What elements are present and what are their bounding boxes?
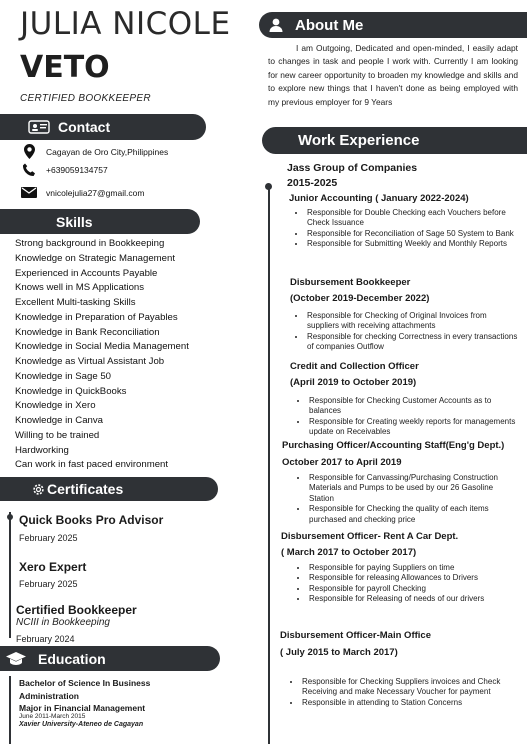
skill-item: Can work in fast paced environment — [15, 459, 169, 471]
skill-item: Strong background in Bookkeeping — [15, 238, 165, 249]
role-title: Disbursement Bookkeeper — [290, 277, 411, 288]
contact-phone-row — [18, 163, 108, 177]
list-item: • Responsible for Canvassing/Purchasing Construction Materials and Pumps to be used by our 26 Gasoline Station — [308, 473, 519, 504]
skills-heading: Skills — [56, 213, 93, 230]
list-item: • Responsible for Checking Suppliers invoices and Check Receiving and make Necessary Voucher for payment — [301, 677, 519, 698]
role-bullets — [289, 677, 519, 708]
about-heading: About Me — [295, 16, 364, 34]
skill-item: Hardworking — [15, 444, 69, 456]
first-name: JULIA NICOLE — [20, 6, 231, 42]
contact-address-row — [18, 144, 168, 159]
job-title: CERTIFIED BOOKKEEPER — [20, 93, 151, 104]
gear-icon — [32, 483, 45, 496]
work-heading: Work Experience — [298, 132, 420, 149]
last-name: VETO — [20, 50, 110, 85]
list-item: • Responsible for Double Checking each Vouchers before Check Issuance — [306, 208, 519, 229]
work-timeline — [268, 186, 270, 744]
education-timeline — [9, 676, 11, 744]
role-bullets — [294, 208, 519, 250]
certificate-title: Xero Expert — [19, 560, 87, 574]
contact-heading: Contact — [58, 119, 111, 135]
skill-item: Knowledge in Social Media Management — [15, 341, 189, 353]
role-title: Disbursement Officer- Rent A Car Dept. — [281, 531, 459, 542]
envelope-icon — [18, 187, 40, 198]
education-heading: Education — [38, 650, 106, 667]
role-title: Purchasing Officer/Accounting Staff(Eng'g Dept.) — [282, 440, 505, 451]
skill-item: Experienced in Accounts Payable — [15, 267, 158, 279]
certificate-title: Certified Bookkeeper — [16, 603, 137, 617]
skill-item: Knowledge on Strategic Management — [15, 252, 175, 264]
certificates-timeline — [9, 512, 11, 638]
certificate-date: February 2025 — [19, 533, 78, 543]
role-period: October 2017 to April 2019 — [282, 457, 402, 468]
role-bullets — [296, 473, 519, 525]
contact-email[interactable]: vnicolejulia27@gmail.com — [46, 187, 145, 198]
education-school: Xavier University-Ateneo de Cagayan — [19, 721, 144, 728]
skill-item: Knowledge in Canva — [15, 415, 104, 426]
timeline-dot — [7, 514, 13, 520]
list-item: • Responsible for Reconciliation of Sage 50 System to Bank — [306, 229, 519, 239]
contact-address: Cagayan de Oro City,Philippines — [46, 146, 169, 157]
certificate-title: Quick Books Pro Advisor — [19, 513, 164, 527]
role-title: Credit and Collection Officer — [290, 361, 419, 372]
degree-major: Major in Financial Management — [19, 703, 146, 713]
skill-item: Knowledge as Virtual Assistant Job — [15, 356, 165, 367]
map-pin-icon — [18, 144, 40, 159]
education-heading-bar — [0, 646, 220, 671]
company-name: Jass Group of Companies — [287, 162, 418, 174]
about-text: I am Outgoing, Dedicated and open-minded, I easily adapt to changes in task and people I work with. Currently I am looking for new career opportunity to broaden my knowledge and skills and to explore new things that I haven't done as being employed with my previous employer for 9 Years — [268, 43, 518, 107]
education-dates: June 2011-March 2015 — [19, 713, 86, 720]
contact-phone: +639059134757 — [46, 165, 108, 175]
skill-item: Knows well in MS Applications — [15, 282, 145, 294]
list-item: • Responsible for Releasing of needs of our drivers — [308, 594, 519, 604]
list-item: • Responsible for Checking of Original Invoices from suppliers with receiving attachments — [306, 311, 519, 332]
role-title: Disbursement Officer-Main Office — [280, 630, 431, 641]
list-item: • Responsible for payroll Checking — [308, 584, 519, 594]
degree-line-1: Bachelor of Science In Business — [19, 678, 151, 688]
timeline-dot — [265, 183, 272, 190]
skill-item: Knowledge in Preparation of Payables — [15, 311, 178, 323]
contact-email-row — [18, 187, 144, 198]
role-bullets — [296, 396, 519, 438]
skill-item: Knowledge in Sage 50 — [15, 370, 112, 382]
certificate-date: February 2025 — [19, 579, 78, 589]
list-item: • Responsible for Checking the quality of each items purchased and checking price — [308, 504, 519, 525]
role-period: (October 2019-December 2022) — [290, 293, 430, 304]
phone-icon — [18, 163, 40, 177]
graduation-cap-icon — [6, 652, 26, 666]
skill-item: Willing to be trained — [15, 429, 100, 441]
certificates-heading-bar — [0, 477, 218, 501]
skill-item: Knowledge in Bank Reconciliation — [15, 326, 160, 338]
company-years: 2015-2025 — [287, 177, 338, 189]
skill-item: Knowledge in QuickBooks — [15, 385, 127, 397]
skill-item: Excellent Multi-tasking Skills — [15, 297, 136, 308]
role-bullets — [296, 563, 519, 605]
role-period: (April 2019 to October 2019) — [290, 377, 417, 388]
list-item: • Responsible for paying Suppliers on time — [308, 563, 519, 573]
role-period: ( July 2015 to March 2017) — [280, 647, 398, 658]
certificate-subtitle: NCIII in Bookkeeping — [16, 617, 110, 628]
list-item: • Responsible for Creating weekly reports for managements update on Receivables — [308, 417, 519, 438]
role-period: ( March 2017 to October 2017) — [281, 547, 417, 558]
user-icon — [269, 18, 283, 32]
certificates-heading: Certificates — [47, 481, 124, 497]
work-heading-bar — [262, 127, 527, 154]
list-item: • Responsible for Checking Customer Accounts as to balances — [308, 396, 519, 417]
degree-line-2: Administration — [19, 691, 79, 701]
about-heading-bar — [259, 12, 527, 38]
contact-heading-bar — [0, 114, 206, 140]
list-item: • Responsible for Submitting Weekly and Monthly Reports — [306, 239, 519, 249]
list-item: • Responsible for releasing Allowances to Drivers — [308, 573, 519, 583]
certificate-date: February 2024 — [16, 634, 75, 644]
skill-item: Knowledge in Xero — [15, 400, 96, 412]
list-item: • Responsible in attending to Station Concerns — [301, 698, 519, 708]
role-title: Junior Accounting ( January 2022-2024) — [289, 193, 469, 204]
list-item: • Responsible for checking Correctness in every transactions of companies Outflow — [306, 332, 519, 353]
role-bullets — [294, 311, 519, 353]
contact-card-icon — [28, 120, 50, 134]
skills-heading-bar — [0, 209, 200, 234]
skills-list — [15, 237, 189, 473]
